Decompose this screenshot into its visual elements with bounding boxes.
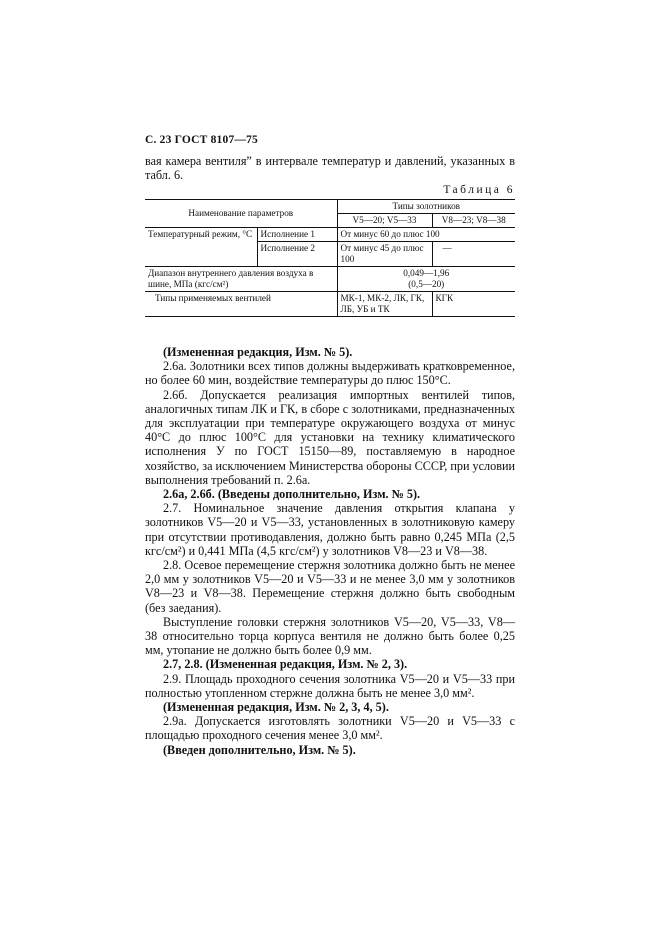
temp-row-label: Температурный режим, °С xyxy=(145,228,257,267)
parameters-table xyxy=(145,199,515,317)
paragraph-2-8: 2.8. Осевое перемещение стержня золотника должно быть не менее 2,0 мм у золотников V5—20 и V5—33 и не менее 3,0 мм у золотников V8—23 и V8—38. Перемещение стержня должно быть свободным (без заедания). xyxy=(145,558,515,615)
table-header-types: Типы золотников xyxy=(337,200,515,214)
table-header-type-b: V8—23; V8—38 xyxy=(432,214,515,228)
paragraph-2-9a: 2.9а. Допускается изготовлять золотники V5—20 и V5—33 с площадью проходного сечения менее 3,0 мм². xyxy=(145,714,515,743)
pressure-value-kgf: (0,5—20) xyxy=(408,279,445,289)
paragraph-2-6-note: 2.6а, 2.6б. (Введены дополнительно, Изм. № 5). xyxy=(163,487,421,502)
paragraph-2-6b: 2.6б. Допускается реализация импортных вентилей типов, аналогичных типам ЛК и ГК, в сборе с золотниками, предназначенных для эксплуатации при температуре окружающего воздуха от минус 40°С до плюс 100°С для установки на технику климатического исполнения У по ГОСТ 15150—89, поставляемую в народное хозяйство, за исключением Министерства обороны СССР, при условии выполнения требований п. 2.6а. xyxy=(145,387,516,487)
main-text xyxy=(145,345,515,757)
pressure-label: Диапазон внутреннего давления воздуха в шине, МПа (кгс/см²) xyxy=(145,267,337,292)
exec2-label: Исполнение 2 xyxy=(257,242,337,267)
page-header: С. 23 ГОСТ 8107—75 xyxy=(145,134,258,146)
paragraph-2-7-2-8-note: 2.7, 2.8. (Измененная редакция, Изм. № 2, 3). xyxy=(163,657,408,672)
paragraph-2-9-note: (Измененная редакция, Изм. № 2, 3, 4, 5). xyxy=(163,700,389,715)
valves-label: Типы применяемых вентилей xyxy=(145,292,337,317)
exec1-label: Исполнение 1 xyxy=(257,228,337,242)
intro-text xyxy=(145,154,515,182)
paragraph-protrusion: Выступление головки стержня золотников V5—20, V5—33, V8—38 относительно торца корпуса вентиля не должно быть более 0,25 мм, утопание не должно быть более 0,9 мм. xyxy=(145,614,515,658)
pressure-value xyxy=(337,267,515,292)
paragraph-2-7: 2.7. Номинальное значение давления открытия клапана у золотников V5—20 и V5—33, установленных в золотниковую камеру при отсутствии противодавления, должно быть равно 0,245 МПа (2,5 кгс/см²) и 0,441 МПа (4,5 кгс/см²) у золотников V8—23 и V8—38. xyxy=(145,501,515,558)
pressure-value-mpa: 0,049—1,96 xyxy=(403,268,450,278)
paragraph-2-6a: 2.6а. Золотники всех типов должны выдерживать кратковременное, но более 60 мин, воздействие температуры до плюс 150°С. xyxy=(145,359,515,388)
exec2-value: От минус 45 до плюс 100 xyxy=(337,242,432,267)
intro-paragraph: вая камера вентиля” в интервале температур и давлений, указанных в табл. 6. xyxy=(145,154,515,183)
exec2-dash: — xyxy=(432,242,515,267)
table-header-type-a: V5—20; V5—33 xyxy=(337,214,432,228)
valves-b: КГК xyxy=(432,292,515,317)
paragraph-2-9a-note: (Введен дополнительно, Изм. № 5). xyxy=(163,742,356,757)
valves-a: МК-1, МК-2, ЛК, ГК, ЛБ, УБ и ТК xyxy=(337,292,432,317)
table-header-name: Наименование параметров xyxy=(145,200,337,228)
paragraph-2-9: 2.9. Площадь проходного сечения золотника V5—20 и V5—33 при полностью утопленном стержне должна быть не менее 3,0 мм². xyxy=(145,671,515,700)
table-caption: Таблица 6 xyxy=(443,184,515,196)
exec1-value: От минус 60 до плюс 100 xyxy=(337,228,515,242)
paragraph-amend-5: (Измененная редакция, Изм. № 5). xyxy=(163,345,353,359)
